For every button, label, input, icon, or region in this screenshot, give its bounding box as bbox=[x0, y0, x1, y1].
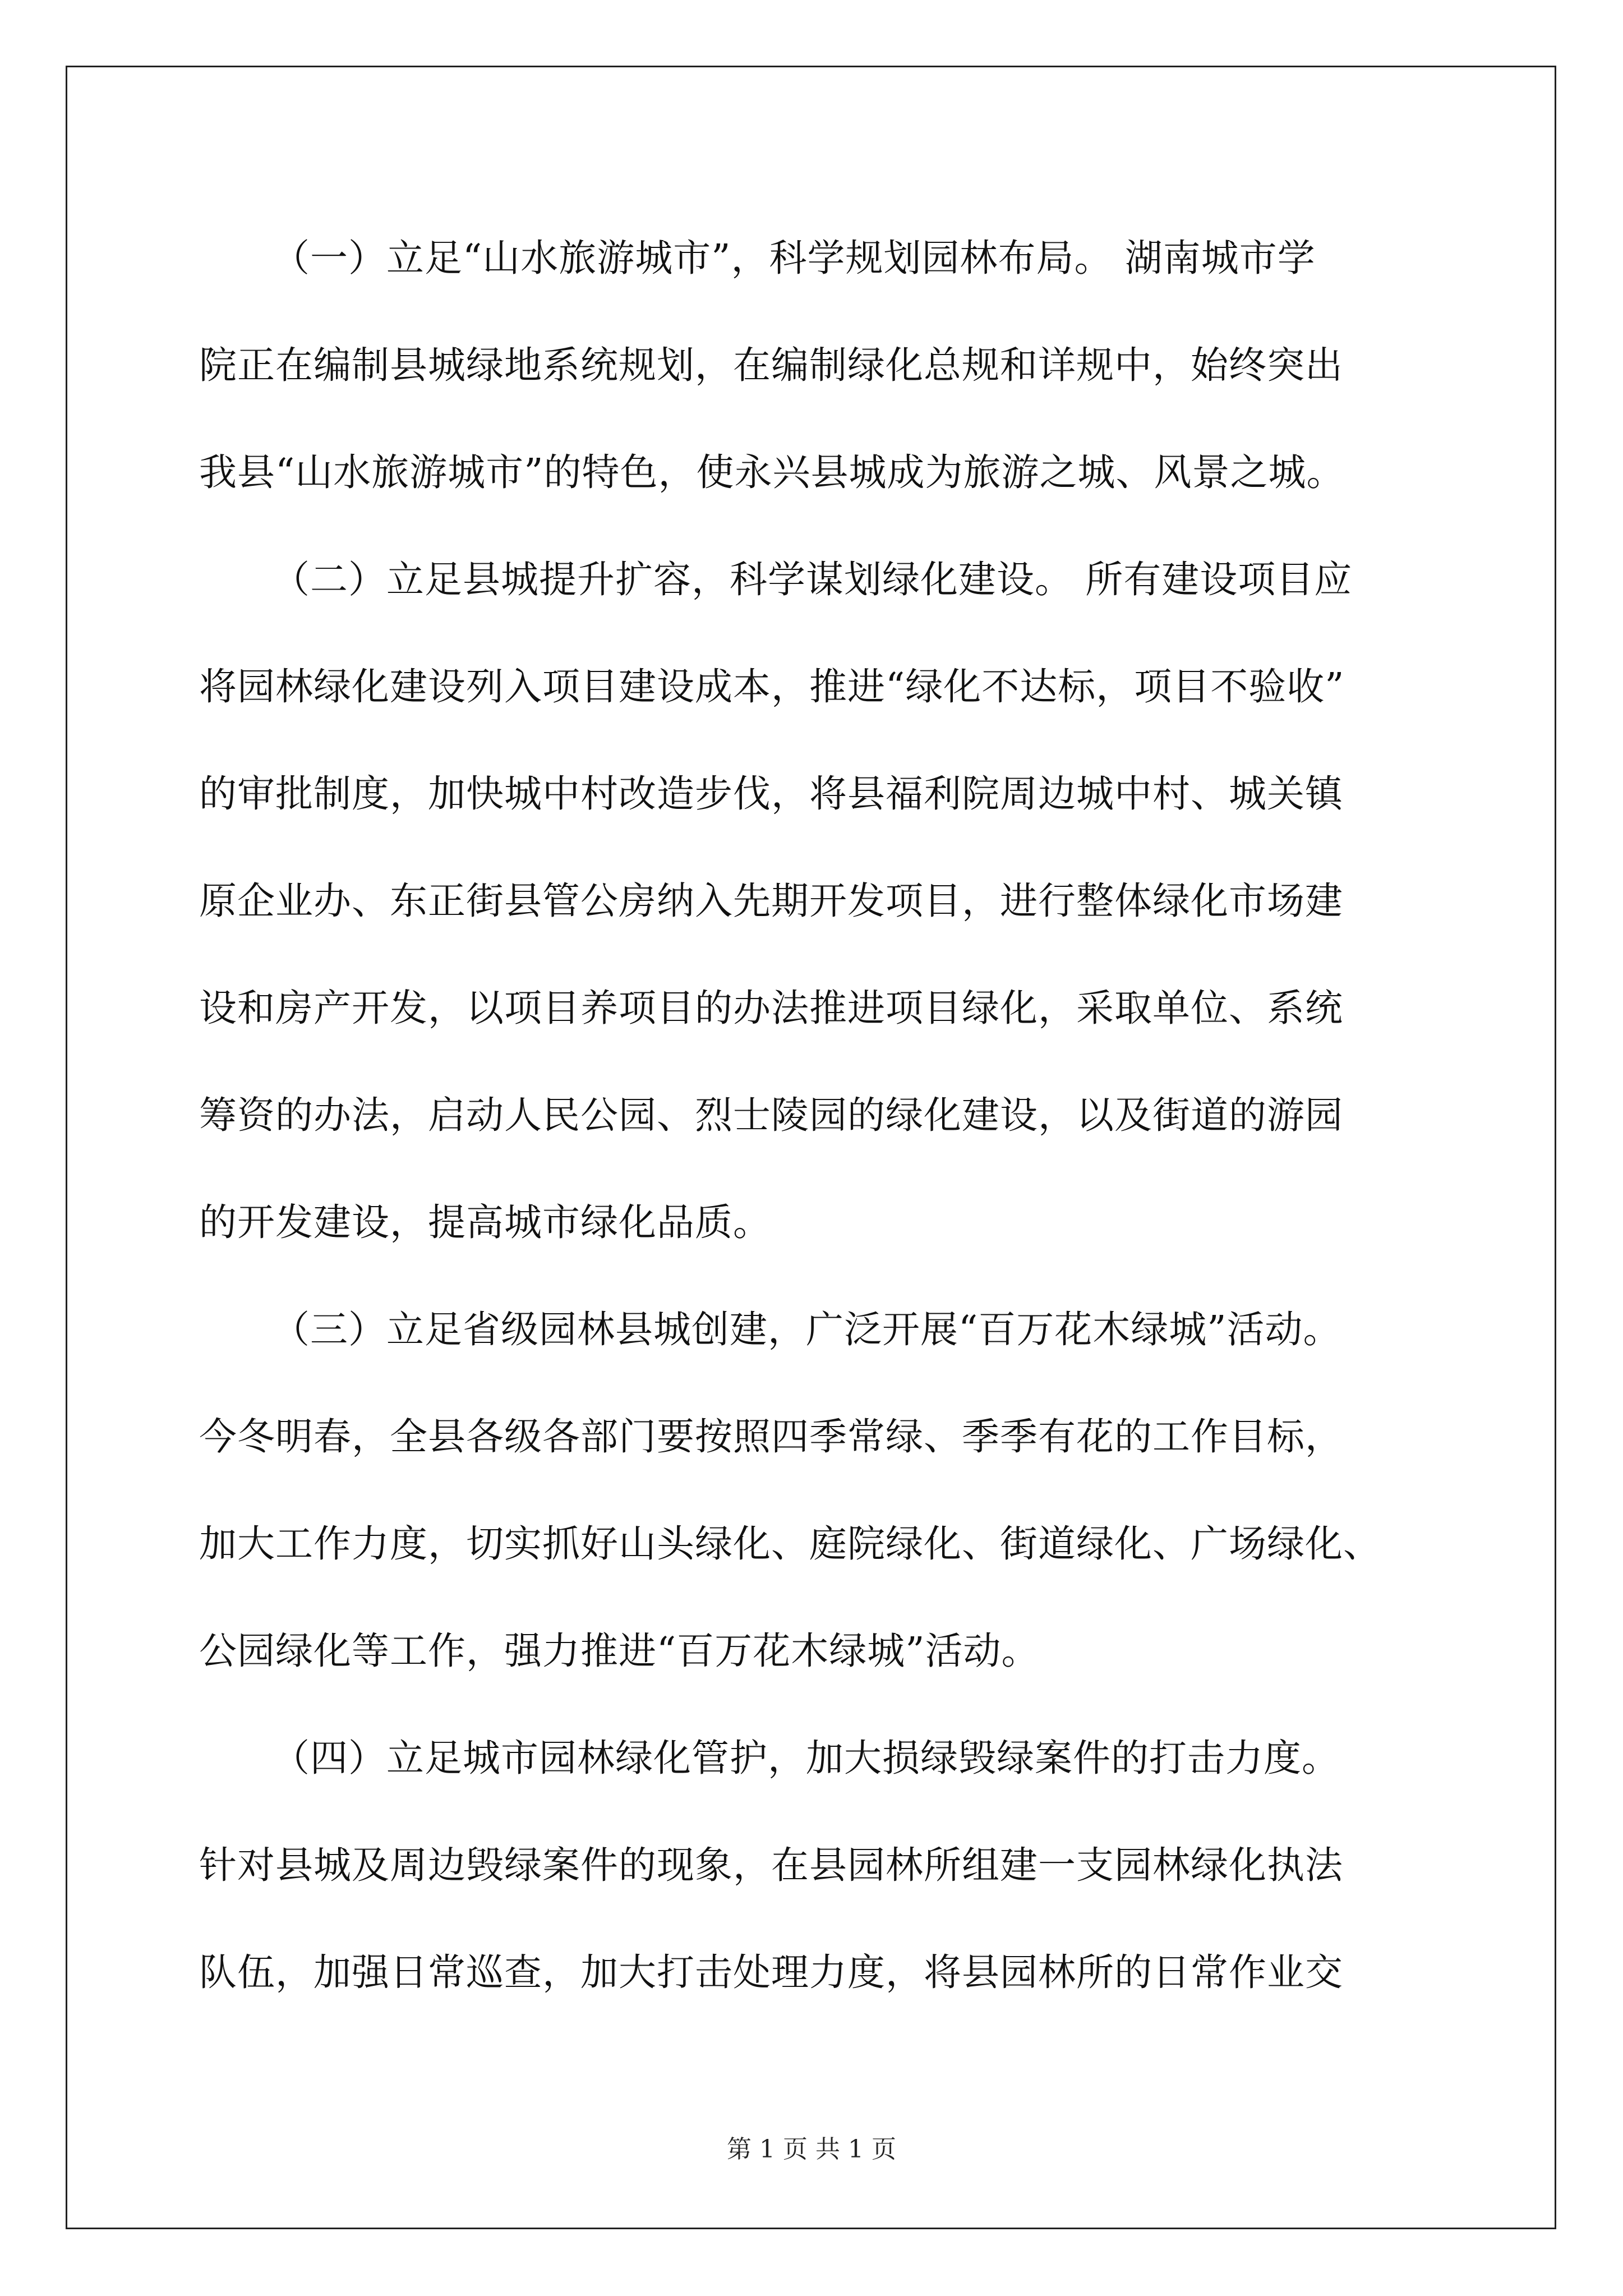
paragraph-1-line-1: （一）立足“山水旅游城市”，科学规划园林布局。 湖南城市学 bbox=[272, 236, 1316, 280]
paragraph-2-line-5: 设和房产开发，以项目养项目的办法推进项目绿化，采取单位、系统 bbox=[199, 986, 1343, 1030]
paragraph-1-line-2: 院正在编制县城绿地系统规划，在编制绿化总规和详规中，始终突出 bbox=[199, 343, 1343, 387]
paragraph-1-line-3: 我县“山水旅游城市”的特色，使永兴县城成为旅游之城、风景之城。 bbox=[199, 450, 1345, 494]
paragraph-2-line-6: 筹资的办法，启动人民公园、烈士陵园的绿化建设，以及街道的游园 bbox=[199, 1093, 1343, 1137]
paragraph-3-line-3: 加大工作力度，切实抓好山头绿化、庭院绿化、街道绿化、广场绿化、 bbox=[199, 1522, 1381, 1566]
paragraph-3-line-4: 公园绿化等工作，强力推进“百万花木绿城”活动。 bbox=[199, 1629, 1040, 1673]
paragraph-4-line-3: 队伍，加强日常巡查，加大打击处理力度，将县园林所的日常作业交 bbox=[199, 1950, 1343, 1994]
page-footer: 第 1 页 共 1 页 bbox=[727, 2135, 896, 2164]
paragraph-4-line-2: 针对县城及周边毁绿案件的现象，在县园林所组建一支园林绿化执法 bbox=[199, 1843, 1343, 1887]
paragraph-4-line-1: （四）立足城市园林绿化管护，加大损绿毁绿案件的打击力度。 bbox=[272, 1736, 1340, 1780]
paragraph-2-line-2: 将园林绿化建设列入项目建设成本，推进“绿化不达标，项目不验收” bbox=[199, 665, 1345, 708]
paragraph-3-line-2: 今冬明春，全县各级各部门要按照四季常绿、季季有花的工作目标， bbox=[199, 1415, 1343, 1458]
paragraph-2-line-7: 的开发建设，提高城市绿化品质。 bbox=[199, 1200, 771, 1244]
document-body bbox=[199, 205, 1433, 2026]
paragraph-3-line-1: （三）立足省级园林县城创建，广泛开展“百万花木绿城”活动。 bbox=[272, 1308, 1341, 1351]
paragraph-2-line-4: 原企业办、东正街县管公房纳入先期开发项目，进行整体绿化市场建 bbox=[199, 879, 1343, 923]
paragraph-2-line-3: 的审批制度，加快城中村改造步伐，将县福利院周边城中村、城关镇 bbox=[199, 772, 1343, 816]
paragraph-2-line-1: （二）立足县城提升扩容，科学谋划绿化建设。 所有建设项目应 bbox=[272, 558, 1353, 601]
